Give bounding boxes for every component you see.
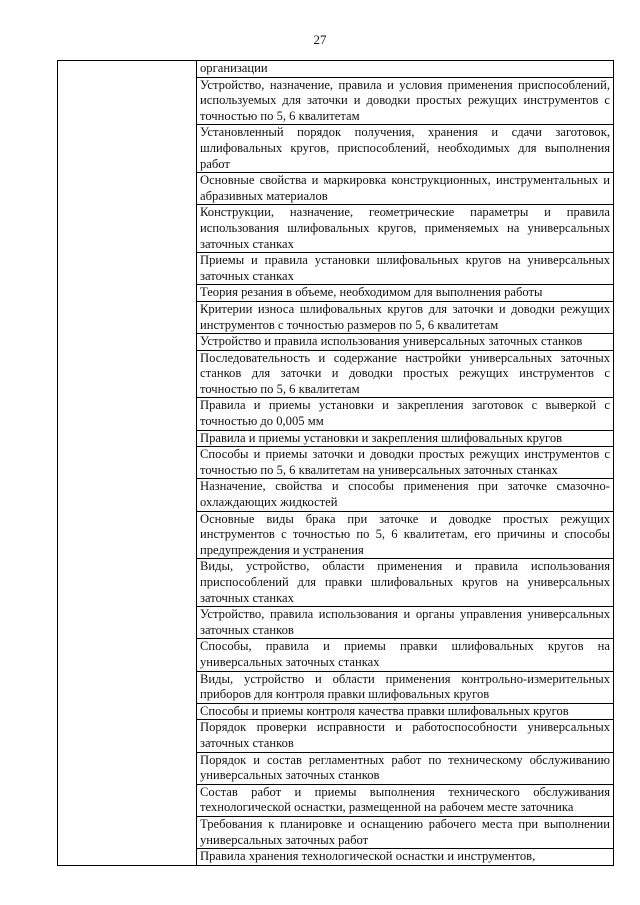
requirement-text: Способы и приемы контроля качества правки шлифовальных кругов bbox=[200, 703, 569, 718]
requirement-text: Устройство, правила использования и органы управления универсальных заточных станков bbox=[200, 607, 610, 637]
requirement-text: Способы и приемы заточки и доводки простых режущих инструментов с точностью по 5, 6 квалитетам на универсальных заточных станках bbox=[200, 447, 610, 477]
requirement-text: Устройство и правила использования универсальных заточных станков bbox=[200, 334, 583, 349]
empty-label-cell bbox=[58, 61, 197, 866]
requirement-cell bbox=[197, 559, 614, 607]
requirement-cell bbox=[197, 430, 614, 447]
requirement-text: Критерии износа шлифовальных кругов для заточки и доводки режущих инструментов с точностью размеров по 5, 6 квалитетам bbox=[200, 301, 610, 332]
table-row bbox=[58, 61, 614, 78]
requirement-cell bbox=[197, 479, 614, 511]
requirement-text: Основные свойства и маркировка конструкционных, инструментальных и абразивных материалов bbox=[200, 173, 610, 203]
requirement-text: Теория резания в объеме, необходимом для выполнения работы bbox=[200, 285, 543, 300]
requirement-cell bbox=[197, 301, 614, 333]
requirement-cell bbox=[197, 639, 614, 671]
requirement-cell bbox=[197, 285, 614, 302]
requirement-cell bbox=[197, 125, 614, 173]
requirement-cell bbox=[197, 816, 614, 848]
requirement-text: организации bbox=[200, 61, 268, 75]
requirement-text: Назначение, свойства и способы применения при заточке смазочно-охлаждающих жидкостей bbox=[200, 479, 610, 510]
requirement-cell bbox=[197, 350, 614, 398]
requirement-text: Последовательность и содержание настройки универсальных заточных станков для заточки и доводки простых режущих инструментов с точностью по 5, 6 квалитетам bbox=[200, 350, 610, 396]
requirement-cell bbox=[197, 752, 614, 784]
requirement-text: Приемы и правила установки шлифовальных кругов на универсальных заточных станках bbox=[200, 253, 610, 283]
requirement-cell bbox=[197, 849, 614, 866]
requirement-text: Виды, устройство, области применения и правила использования приспособлений для правки шлифовальных кругов на универсальных заточных станках bbox=[200, 559, 610, 605]
requirement-cell bbox=[197, 720, 614, 752]
page-number: 27 bbox=[313, 32, 327, 47]
requirement-cell bbox=[197, 61, 614, 78]
requirement-cell bbox=[197, 334, 614, 351]
requirement-cell bbox=[197, 671, 614, 703]
requirement-text: Порядок и состав регламентных работ по техническому обслуживанию универсальных заточных станков bbox=[200, 752, 610, 783]
requirement-text: Виды, устройство и области применения контрольно-измерительных приборов для контроля правки шлифовальных кругов bbox=[200, 671, 610, 702]
requirement-cell bbox=[197, 607, 614, 639]
requirement-text: Устройство, назначение, правила и условия применения приспособлений, используемых для заточки и доводки простых режущих инструментов с точностью по 5, 6 квалитетам bbox=[200, 77, 610, 123]
requirement-text: Правила хранения технологической оснастки и инструментов, bbox=[200, 849, 536, 864]
requirement-text: Порядок проверки исправности и работоспособности универсальных заточных станков bbox=[200, 720, 610, 750]
requirement-text: Правила и приемы установки и закрепления шлифовальных кругов bbox=[200, 430, 563, 445]
requirement-text: Установленный порядок получения, хранения и сдачи заготовок, шлифовальных кругов, приспособлений, необходимых для выполнения работ bbox=[200, 125, 610, 171]
requirement-cell bbox=[197, 703, 614, 720]
requirement-text: Правила и приемы установки и закрепления заготовок с выверкой с точностью до 0,005 мм bbox=[200, 398, 610, 429]
requirement-cell bbox=[197, 447, 614, 479]
requirement-text: Требования к планировке и оснащению рабочего места при выполнении универсальных заточных работ bbox=[200, 816, 610, 847]
knowledge-table-body bbox=[58, 61, 614, 866]
requirement-cell bbox=[197, 398, 614, 430]
requirement-cell bbox=[197, 784, 614, 816]
requirement-text: Состав работ и приемы выполнения технического обслуживания технологической оснастки, размещенной на рабочем месте заточника bbox=[200, 784, 610, 815]
requirement-cell bbox=[197, 173, 614, 205]
requirement-cell bbox=[197, 253, 614, 285]
requirement-text: Основные виды брака при заточке и доводке простых режущих инструментов с точностью по 5, 6 квалитетам, его причины и способы предупреждения и устранения bbox=[200, 511, 610, 557]
requirement-cell bbox=[197, 205, 614, 253]
requirement-text: Способы, правила и приемы правки шлифовальных кругов на универсальных заточных станках bbox=[200, 639, 610, 669]
requirement-cell bbox=[197, 511, 614, 559]
requirement-cell bbox=[197, 77, 614, 125]
knowledge-table bbox=[57, 60, 614, 866]
requirement-text: Конструкции, назначение, геометрические параметры и правила использования шлифовальных кругов, применяемых на универсальных заточных станках bbox=[200, 205, 610, 251]
